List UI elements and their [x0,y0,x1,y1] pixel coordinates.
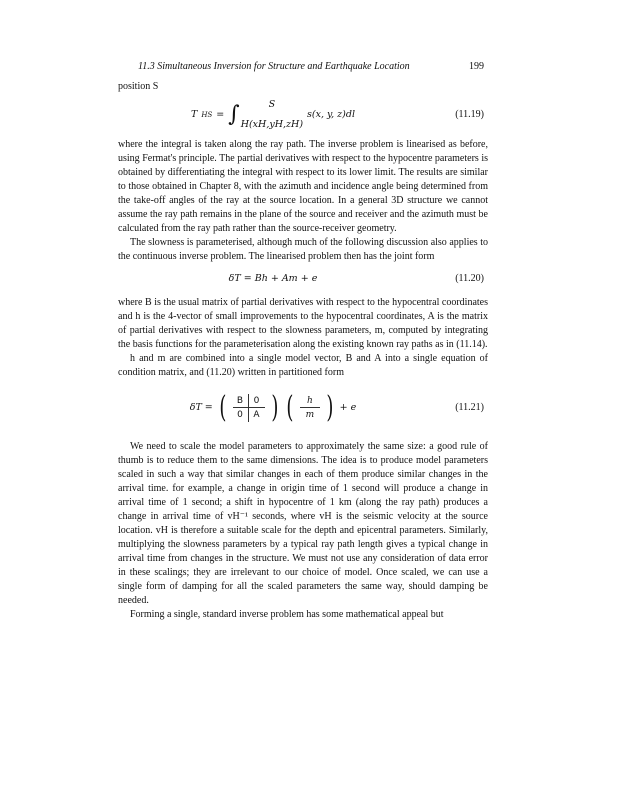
running-head [118,60,488,74]
paragraph-position: position S [118,81,159,92]
eq-11-21-lhs: δT = [189,402,213,413]
vector-cell-m: m [305,410,315,420]
page-number: 199 [469,61,484,72]
eq-11-19-upper-limit: S [268,99,276,110]
paragraph-matrix-b: where B is the usual matrix of partial derivatives with respect to the hypocentral coordinates and h is the 4-vector of small improvements to the hypocentral coordinates, A is the matrix of partial derivatives with respect to the slowness parameters, m, computed by integrating the basis functions for the parameterisation along the existing known ray paths as in (11.14). [118,297,488,350]
eq-11-19-lhs-sub: HS [201,111,213,119]
eq-11-21-number: (11.21) [455,402,484,413]
matrix-cell-0-top: 0 [249,394,265,408]
equation-11-20 [118,268,488,290]
matrix-cell-b: B [233,394,249,408]
eq-11-20-expr: δT = Bh + Am + e [228,273,318,284]
eq-11-21-tail: + e [339,402,357,413]
eq-11-19-lower-limit: H(x [240,119,259,130]
page [118,60,488,622]
paragraph-scaling: We need to scale the model parameters to approximately the same size: a good rule of thumb is to reduce them to the same dimensions. The idea is to produce model parameters scaled in such a way that similar changes in each of them produce similar changes in the arrival time. for example, a change in origin time of 1 second will produce a change in arrival time of 1 second; a shift in hypocentre of 1 km (along the ray path) produces a change in arrival time of vH⁻¹ seconds, where vH is the seismic velocity at the source location. vH is therefore a suitable scale for the depth and epicentral parameters. Similarly, multiplying the slowness parameters by a typical ray path length gives a typical change in arrival time from changes in the structure. We must not use any consideration of data error in these scalings; they are irrelevant to our choice of model. Once scaled, we can use a single form of damping for all the scaled parameters the same way, should damping be needed. [118,441,488,606]
eq-11-20-number: (11.20) [455,273,484,284]
eq-11-19-integrand: s(x, y, z)dl [307,109,355,120]
matrix-cell-0-bottom: 0 [233,408,249,422]
partitioned-matrix [233,394,265,422]
running-head-title: 11.3 Simultaneous Inversion for Structure and Earthquake Location [138,61,410,72]
model-vector [300,394,320,422]
paragraph-combined: h and m are combined into a single model vector, B and A into a single equation of condition matrix, and (11.20) written in partitioned form [118,353,488,378]
eq-11-19-number: (11.19) [455,109,484,120]
eq-11-19-lhs: T [191,109,198,120]
vector-cell-h: h [300,394,320,408]
paragraph-slowness: The slowness is parameterised, although much of the following discussion also applies to the continuous inverse problem. The linearised problem then has the joint form [118,237,488,262]
paragraph-integral: where the integral is taken along the ray path. The inverse problem is linearised as before, using Fermat's principle. The partial derivatives with respect to the hypocentre parameters is obtained by differentiating the integral with respect to its lower limit. The results are similar to those obtained in Chapter 8, with the azimuth and incidence angle being determined from the take-off angles of the ray at the source location. In a general 3D structure we cannot assume the ray path remains in the plane of the source and receiver and the azimuth must be calculated from the ray path rather than the source-receiver geometry. [118,139,488,234]
eq-11-19-lower-limit-rest: H,yH,zH) [258,119,304,130]
integral-limits [241,98,303,132]
paragraph-forming: Forming a single, standard inverse problem has some mathematical appeal but [130,609,444,620]
integral-sign: ∫ [228,102,240,127]
matrix-cell-a: A [253,410,260,420]
equation-11-19: T HS = ∫ S H(xH,yH,zH) s(x, y, z)dl (11.19) [191,99,484,130]
equation-11-21: δT = ( B 0 0 A ) ( h m ) + e (11.21) [189,390,484,425]
